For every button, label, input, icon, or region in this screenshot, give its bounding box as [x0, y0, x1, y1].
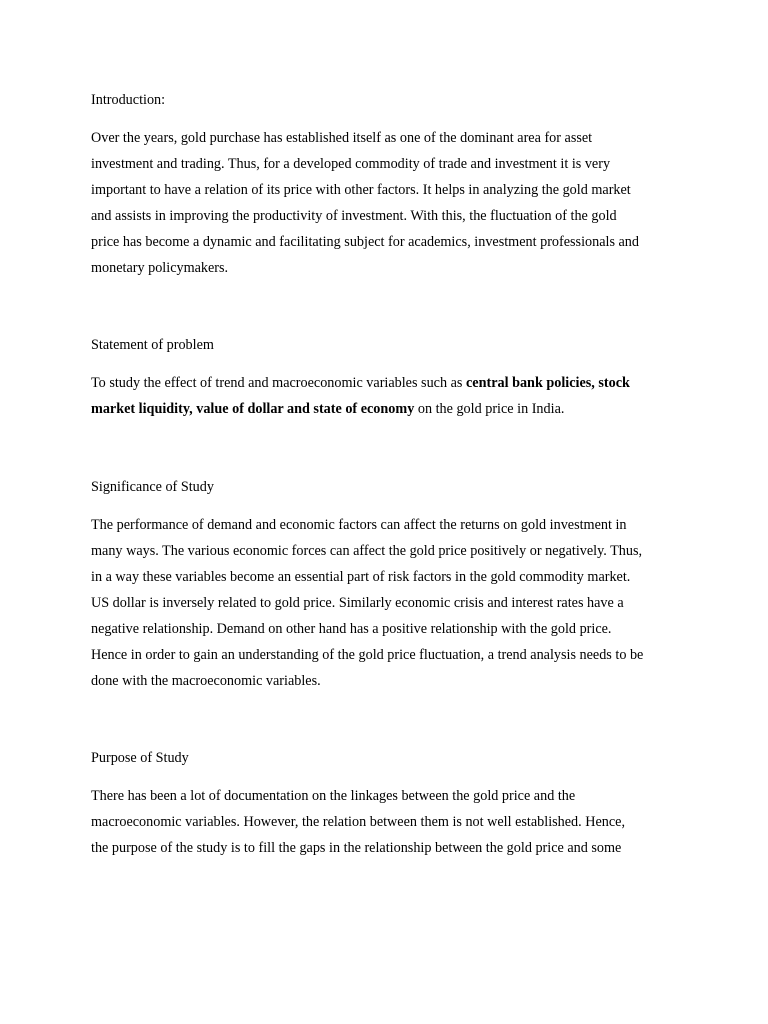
- introduction-line: monetary policymakers.: [91, 260, 229, 276]
- introduction-heading: Introduction:: [91, 92, 166, 108]
- significance-line: negative relationship. Demand on other hand has a positive relationship with the gold price.: [91, 621, 612, 637]
- problem-text: To study the effect of trend and macroeconomic variables such as: [91, 375, 466, 391]
- problem-paragraph: [91, 373, 630, 425]
- significance-line: Hence in order to gain an understanding of the gold price fluctuation, a trend analysis needs to be: [91, 647, 644, 663]
- significance-line: done with the macroeconomic variables.: [91, 673, 321, 689]
- purpose-paragraph: [91, 786, 625, 864]
- problem-bold-text: central bank policies, stock: [465, 375, 630, 391]
- purpose-line: There has been a lot of documentation on the linkages between the gold price and the: [91, 788, 576, 804]
- purpose-heading: Purpose of Study: [91, 750, 189, 766]
- problem-bold-text: market liquidity, value of dollar and state of economy: [91, 401, 415, 417]
- introduction-line: Over the years, gold purchase has established itself as one of the dominant area for asset: [91, 130, 593, 146]
- introduction-line: and assists in improving the productivity of investment. With this, the fluctuation of the gold: [91, 208, 617, 224]
- introduction-line: price has become a dynamic and facilitating subject for academics, investment professionals and: [91, 234, 639, 250]
- significance-line: The performance of demand and economic factors can affect the returns on gold investment in: [91, 517, 627, 533]
- purpose-line: macroeconomic variables. However, the relation between them is not well established. Hence,: [91, 814, 626, 830]
- problem-line: [91, 373, 630, 399]
- introduction-line: important to have a relation of its price with other factors. It helps in analyzing the gold market: [91, 182, 631, 198]
- problem-text: on the gold price in India.: [414, 401, 565, 417]
- problem-heading: Statement of problem: [91, 337, 214, 353]
- introduction-paragraph: [91, 128, 639, 284]
- introduction-line: investment and trading. Thus, for a developed commodity of trade and investment it is very: [91, 156, 611, 172]
- significance-paragraph: [91, 515, 643, 697]
- significance-line: US dollar is inversely related to gold price. Similarly economic crisis and interest rates have a: [91, 595, 624, 611]
- significance-line: many ways. The various economic forces can affect the gold price positively or negatively. Thus,: [91, 543, 643, 559]
- significance-heading: Significance of Study: [91, 479, 214, 495]
- significance-line: in a way these variables become an essential part of risk factors in the gold commodity market.: [91, 569, 631, 585]
- problem-line: [91, 399, 630, 425]
- purpose-line: the purpose of the study is to fill the gaps in the relationship between the gold price and some: [91, 840, 622, 856]
